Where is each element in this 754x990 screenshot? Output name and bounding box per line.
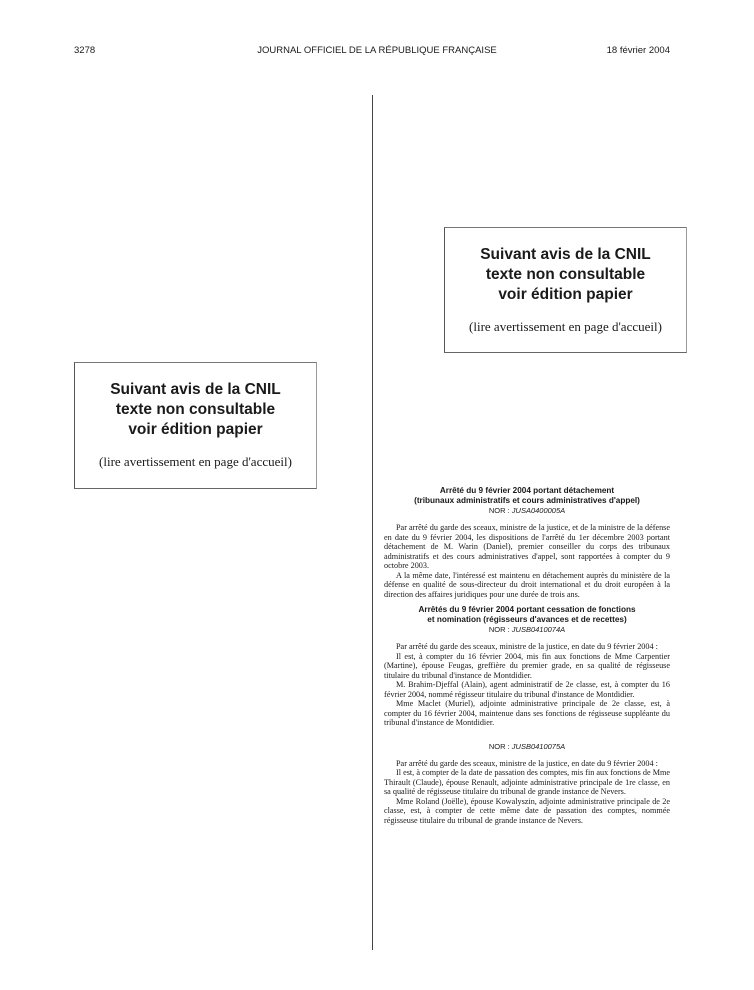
column-divider [372,95,373,950]
paragraph: A la même date, l'intéressé est maintenu en détachement auprès du ministère de la défense en qualité de sous-directeur du droit international et du droit européen à la direction des affaires juridiques pour une durée de trois ans. [384,570,670,599]
nor-label: NOR : [488,741,510,751]
article-title [384,486,670,506]
right-column [384,486,670,825]
paragraph: Par arrêté du garde des sceaux, ministre de la justice, en date du 9 février 2004 : [396,758,658,768]
nor-code: JUSB0410075A [511,741,566,751]
paragraph: M. Brahim-Djeffal (Alain), agent administratif de 2e classe, est, à compter du 16 février 2004, nommé régisseur titulaire du tribunal d'instance de Montdidier. [384,680,670,699]
nor-code: JUSA0400005A [511,506,566,515]
journal-title: JOURNAL OFFICIEL DE LA RÉPUBLIQUE FRANÇAISE [257,45,497,56]
article-title-line: Arrêté du 9 février 2004 portant détachement [439,486,615,495]
nor-reference [384,742,670,752]
nor-code: JUSB0410074A [511,625,566,634]
article-title-line: Arrêtés du 9 février 2004 portant cessation de fonctions [418,605,636,614]
page-number: 3278 [74,45,96,56]
cnil-line-1: Suivant avis de la CNIL [110,381,281,398]
cnil-line-1: Suivant avis de la CNIL [480,246,651,263]
nor-label: NOR : [488,506,510,515]
cnil-notice-title [445,245,686,305]
cnil-line-3: voir édition papier [498,286,633,303]
paragraph: Mme Maclet (Muriel), adjointe administrative principale de 2e classe, est, à compter du 16 février 2004, maintenue dans ses fonctions de régisseuse suppléante du tribunal d'instance de Montdidier. [384,699,670,727]
issue-date: 18 février 2004 [606,45,670,56]
article-title-line: (tribunaux administratifs et cours administratives d'appel) [414,496,640,505]
paragraph: Il est, à compter de la date de passation des comptes, mis fin aux fonctions de Mme Thirault (Claude), épouse Renault, adjointe administrative principale de 1re classe, en sa qualité de régisseuse titulaire du tribunal de grande instance de Nevers. [384,768,670,796]
paragraph: Mme Roland (Joëlle), épouse Kowalyszin, adjointe administrative principale de 2e classe, est, à compter de cette même date de passation des comptes, nommée régisseuse titulaire du tribunal de grande instance de Nevers. [384,796,670,825]
article-regisseurs [384,605,670,825]
cnil-line-2: texte non consultable [115,401,276,418]
cnil-notice-box [74,362,317,489]
paragraph: Il est, à compter du 16 février 2004, mis fin aux fonctions de Mme Carpentier (Martine), épouse Feugas, greffière du premier grade, en sa qualité de régisseuse titulaire du tribunal d'instance de Montdidier. [384,651,670,680]
article-title [384,605,670,625]
paragraph: Par arrêté du garde des sceaux, ministre de la justice, en date du 9 février 2004 : [396,642,658,651]
page-header [0,44,754,58]
nor-label: NOR : [488,625,510,634]
cnil-note: (lire avertissement en page d'accueil) [99,454,292,469]
article-detachement [384,486,670,599]
nor-reference [384,625,670,635]
cnil-line-3: voir édition papier [128,421,263,438]
paragraph: Par arrêté du garde des sceaux, ministre de la justice, et de la ministre de la défense en date du 9 février 2004, les dispositions de l'arrêté du 1er décembre 2003 portant détachement de M. Warin (Daniel), premier conseiller du corps des tribunaux administratifs et des cours administratives d'appel, sont rapportées à compter du 9 octobre 2003. [384,523,670,570]
cnil-notice-title [75,380,316,440]
cnil-note: (lire avertissement en page d'accueil) [469,319,662,334]
cnil-notice-box [444,227,687,353]
cnil-line-2: texte non consultable [485,266,646,283]
article-title-line: et nomination (régisseurs d'avances et de recettes) [427,615,627,624]
nor-reference [384,506,670,516]
